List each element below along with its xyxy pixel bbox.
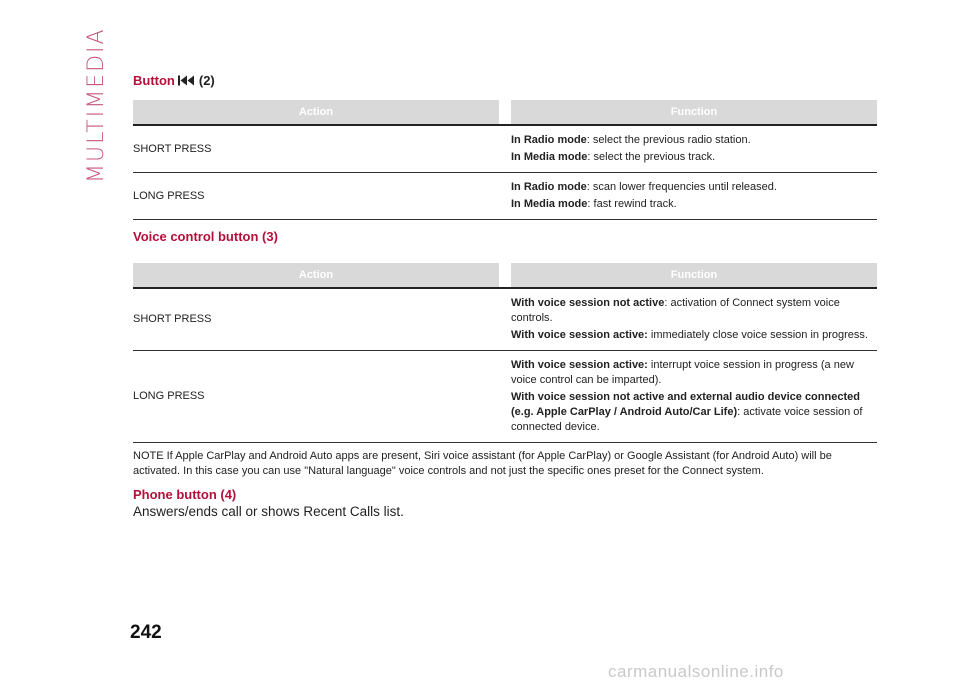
- section-heading-phone-button: Phone button (4): [133, 487, 237, 502]
- function-line: [511, 150, 877, 165]
- function-line-text: interrupt voice session in progress (a new voice control can be imparted).: [511, 359, 854, 386]
- function-line: [511, 358, 877, 388]
- function-line: [511, 328, 877, 343]
- function-line: [511, 133, 877, 148]
- table-row: [133, 288, 877, 351]
- column-header-function: Function: [511, 100, 877, 125]
- section-heading-previous-button: [133, 73, 877, 88]
- column-header-action: Action: [133, 100, 499, 125]
- function-line-text: immediately close voice session in progress.: [647, 329, 868, 341]
- function-line-text: : activate voice session of connected device.: [511, 406, 863, 433]
- function-line: [511, 197, 877, 212]
- action-cell: SHORT PRESS: [133, 288, 499, 351]
- function-line: [511, 296, 877, 326]
- action-cell: LONG PRESS: [133, 351, 499, 443]
- function-line-mode: In Media mode: [511, 198, 588, 210]
- cell-gap: [499, 351, 511, 443]
- cell-gap: [499, 125, 511, 173]
- cell-gap: [499, 288, 511, 351]
- heading-text: Button: [133, 73, 175, 88]
- function-cell: [511, 173, 877, 220]
- function-line-text: : activation of Connect system voice controls.: [511, 297, 840, 324]
- function-line: [511, 390, 877, 435]
- action-cell: LONG PRESS: [133, 173, 499, 220]
- function-cell: [511, 288, 877, 351]
- function-line-mode: In Radio mode: [511, 181, 587, 193]
- heading-ref: (2): [198, 73, 215, 88]
- function-line-mode: In Radio mode: [511, 134, 587, 146]
- function-cell: [511, 351, 877, 443]
- note-text: NOTE If Apple CarPlay and Android Auto apps are present, Siri voice assistant (for Apple CarPlay) or Google Assistant (for Android Auto) will be activated. In this case you can use "Natural language" voice controls and not just the specific ones preset for the Connect system.: [133, 450, 832, 477]
- section-side-label: MULTIMEDIA: [84, 27, 109, 183]
- action-cell: SHORT PRESS: [133, 125, 499, 173]
- function-line-text: : fast rewind track.: [587, 198, 677, 210]
- previous-button-table: [133, 100, 877, 220]
- voice-button-table: [133, 263, 877, 443]
- function-line-mode: With voice session active:: [511, 359, 648, 371]
- function-line-mode: With voice session not active and external audio device connected (e.g. Apple CarPlay / Android Auto/Car Life): [511, 391, 860, 418]
- column-header-action: Action: [133, 263, 499, 288]
- function-line-mode: In Media mode: [511, 151, 588, 163]
- function-line-text: : select the previous radio station.: [586, 134, 751, 146]
- section-heading-voice-button: Voice control button (3): [133, 229, 278, 244]
- cell-gap: [499, 173, 511, 220]
- watermark: carmanualsonline.info: [608, 662, 784, 681]
- table-row: [133, 351, 877, 443]
- function-line-mode: With voice session active:: [511, 329, 648, 341]
- function-line-text: : scan lower frequencies until released.: [586, 181, 777, 193]
- column-gap: [499, 100, 511, 125]
- previous-track-icon: [178, 75, 196, 86]
- function-line: [511, 180, 877, 195]
- column-gap: [499, 263, 511, 288]
- page-content: [133, 73, 877, 519]
- column-header-function: Function: [511, 263, 877, 288]
- phone-button-description: Answers/ends call or shows Recent Calls list.: [133, 504, 404, 519]
- page-number: 242: [130, 622, 162, 643]
- table-row: [133, 173, 877, 220]
- function-line-text: : select the previous track.: [587, 151, 716, 163]
- function-line-mode: With voice session not active: [511, 297, 665, 309]
- function-cell: [511, 125, 877, 173]
- table-row: [133, 125, 877, 173]
